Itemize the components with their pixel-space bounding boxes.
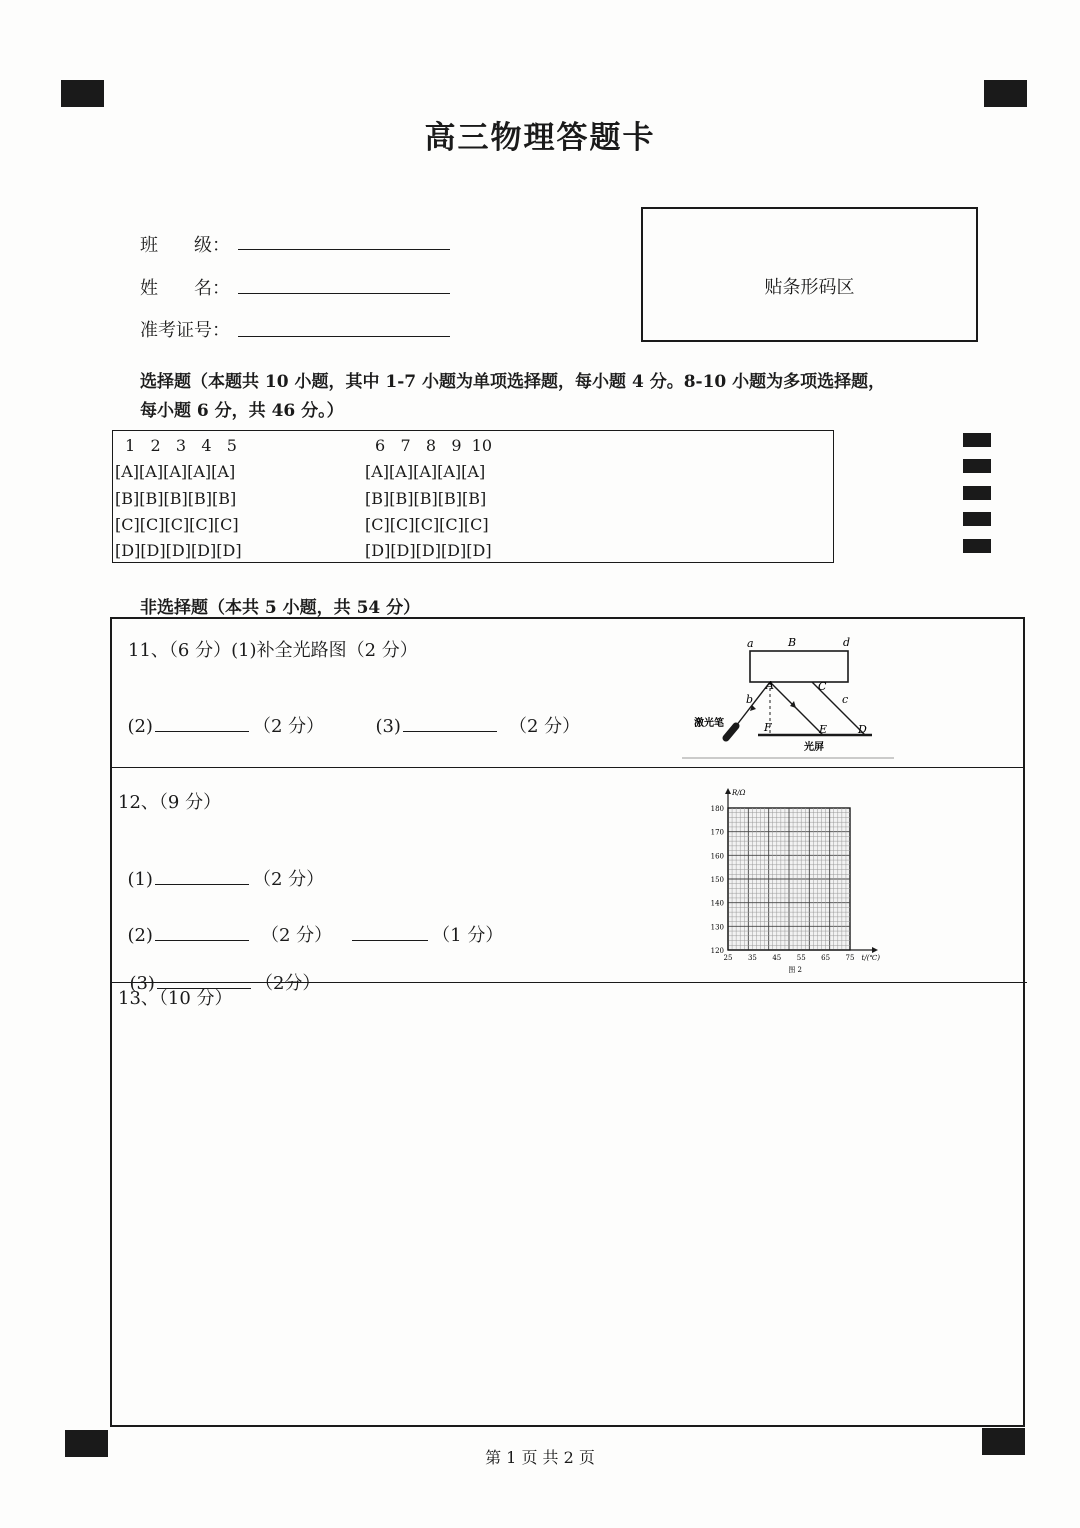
figure-caption: 图 2	[788, 966, 802, 974]
barcode-label: 贴条形码区	[764, 277, 855, 298]
y-axis-arrow	[725, 788, 731, 794]
q12-part1	[116, 844, 324, 891]
q11-light-path-figure	[680, 630, 900, 764]
q12-p1-label: (1)	[127, 869, 153, 890]
group2-row-d[interactable]: [D][D][D][D][D]	[365, 541, 492, 560]
y-tick-label: 130	[710, 923, 724, 932]
x-tick-label: 25	[723, 954, 733, 962]
q12-p1-score: （2 分）	[252, 869, 325, 890]
q12-p3-score: （2分）	[254, 973, 321, 994]
label-a: a	[747, 637, 754, 650]
q12-heading: 12、（9 分）	[118, 792, 222, 813]
page-footer: 第 1 页 共 2 页	[485, 1448, 595, 1467]
q11-p3-label: (3)	[375, 716, 401, 737]
side-mark	[963, 459, 991, 473]
group2-row-c[interactable]: [C][C][C][C][C]	[365, 515, 489, 534]
q13-heading: 13、（10 分）	[118, 988, 233, 1009]
y-tick-label: 120	[710, 947, 724, 955]
x-tick-label: 35	[747, 954, 757, 962]
q11-p2-label: (2)	[127, 716, 153, 737]
label-c: c	[842, 693, 849, 706]
group2-row-a[interactable]: [A][A][A][A][A]	[365, 462, 486, 481]
side-mark	[963, 512, 991, 526]
label-A: A	[766, 679, 774, 692]
q11-heading: 11、（6 分）(1)补全光路图（2 分）	[128, 640, 418, 661]
q13-answer-space[interactable]	[112, 1012, 1021, 1421]
exam-id-field[interactable]	[238, 316, 450, 337]
page-title: 高三物理答题卡	[424, 120, 656, 156]
q12-p2-blank-a[interactable]	[155, 939, 249, 941]
y-tick-label: 170	[710, 828, 724, 837]
q11-part3	[364, 691, 580, 738]
q12-p2-score-b: （1 分）	[432, 925, 504, 946]
q11-p3-score: （2 分）	[508, 716, 581, 737]
y-tick-label: 160	[710, 852, 724, 861]
group2-row-b[interactable]: [B][B][B][B][B]	[365, 489, 487, 508]
group1-row-b[interactable]: [B][B][B][B][B]	[115, 489, 237, 508]
x-tick-label: 65	[821, 954, 831, 962]
choice-answer-grid	[112, 430, 834, 563]
q11-p3-blank[interactable]	[403, 730, 497, 732]
laser-pen	[726, 726, 736, 738]
group2-numbers: 6 7 8 9 10	[375, 436, 493, 455]
corner-mark-top-left	[61, 80, 104, 107]
y-tick-label: 180	[710, 805, 724, 813]
ray-a-e	[770, 682, 823, 735]
class-field[interactable]	[238, 229, 450, 250]
y-axis-label: R/Ω	[732, 789, 746, 797]
label-d: d	[843, 636, 851, 649]
side-mark	[963, 433, 991, 447]
x-axis-label: t/(℃)	[861, 954, 880, 962]
label-C: C	[818, 680, 827, 693]
name-field[interactable]	[238, 273, 450, 294]
barcode-area	[641, 207, 978, 342]
y-tick-label: 150	[710, 876, 724, 884]
label-F: F	[764, 721, 772, 734]
x-tick-label: 45	[772, 954, 782, 962]
group1-row-d[interactable]: [D][D][D][D][D]	[115, 541, 242, 560]
exam-id-label: 准考证号：	[140, 320, 230, 341]
q12-resistance-temperature-grid	[700, 786, 892, 978]
x-tick-label: 75	[845, 954, 855, 962]
q12-p2-blank-b[interactable]	[352, 939, 428, 941]
q11-p2-score: （2 分）	[252, 716, 325, 737]
q12-p1-blank[interactable]	[155, 883, 249, 885]
class-label: 班 级：	[140, 235, 230, 256]
y-tick-label: 140	[710, 899, 724, 908]
group1-row-a[interactable]: [A][A][A][A][A]	[115, 462, 236, 481]
q12-p2-label: (2)	[127, 925, 153, 946]
glass-block	[750, 651, 848, 682]
group1-row-c[interactable]: [C][C][C][C][C]	[115, 515, 239, 534]
group1-numbers: 1 2 3 4 5	[125, 436, 237, 455]
side-mark	[963, 486, 991, 500]
non-choice-section-title: 非选择题（本共 5 小题，共 54 分）	[140, 598, 421, 618]
q11-part2	[116, 691, 324, 738]
choice-section-title-1: 选择题（本题共 10 小题，其中 1-7 小题为单项选择题，每小题 4 分。8-10 小题为多项选择题，	[140, 372, 886, 392]
q11-p2-blank[interactable]	[155, 730, 249, 732]
label-B: B	[788, 636, 797, 649]
divider-q11-q12	[110, 767, 1023, 768]
choice-section-title-2: 每小题 6 分，共 46 分。）	[140, 401, 344, 421]
side-mark	[963, 539, 991, 553]
label-E: E	[819, 723, 828, 736]
corner-mark-top-right	[984, 80, 1027, 107]
label-screen: 光屏	[804, 742, 824, 753]
label-laser-pen: 激光笔	[694, 718, 724, 729]
q12-p2-score-a: （2 分）	[260, 925, 333, 946]
q12-p3-label: (3)	[129, 973, 155, 994]
label-D: D	[858, 723, 867, 736]
label-b: b	[746, 693, 754, 706]
q12-part2	[116, 900, 503, 947]
x-axis-arrow	[872, 947, 878, 953]
name-label: 姓 名：	[140, 278, 230, 299]
x-tick-label: 55	[796, 954, 806, 962]
